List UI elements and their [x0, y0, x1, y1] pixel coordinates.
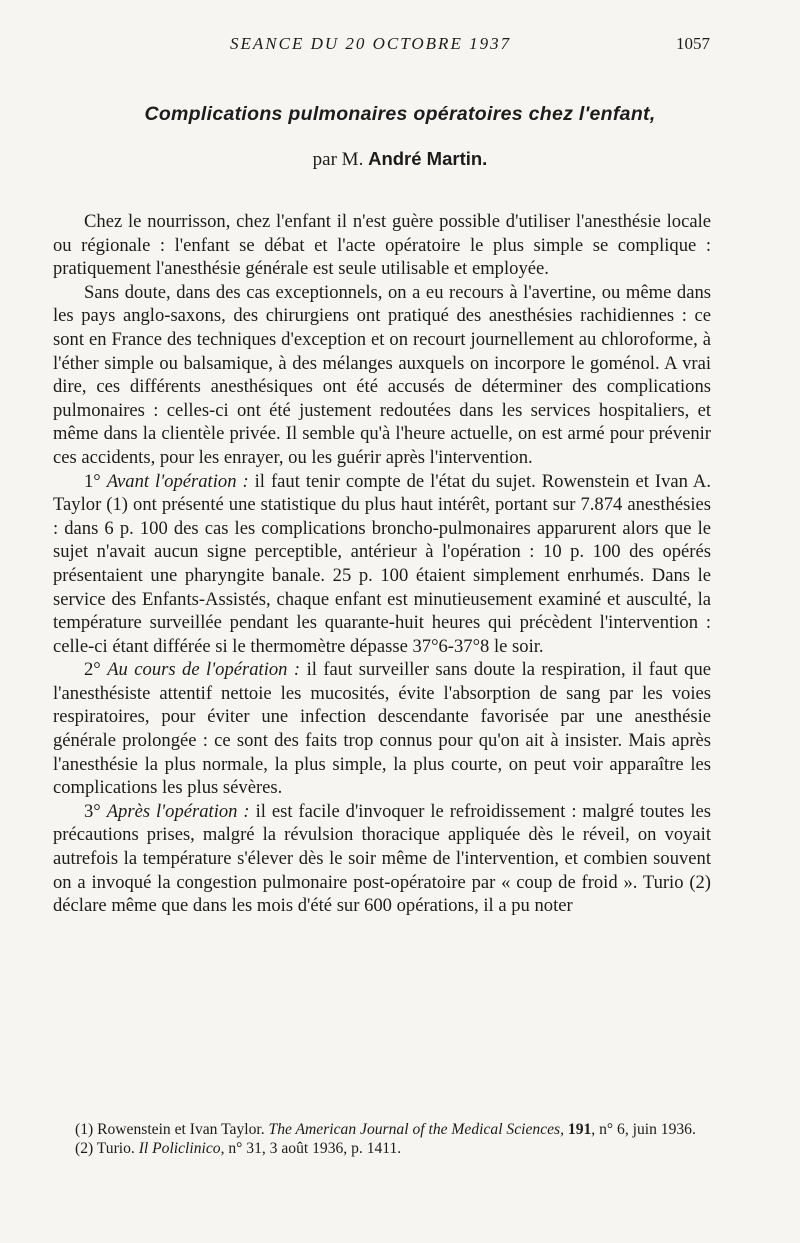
page-number: 1057	[676, 34, 710, 53]
section-label-before: Avant l'opération :	[106, 470, 249, 492]
section-text-after: il est facile d'invoquer le refroidissement : malgré toutes les précautions prises, malgré la révulsion thoracique appliquée dès le réveil, on voyait autrefois la température s'élever dès le soir même de l'intervention, et combien souvent on a invoqué la congestion pulmonaire post-opératoire par « coup de froid ». Turio (2) déclare même que dans les mois d'été sur 600 opérations, il a pu noter	[53, 800, 712, 917]
footnote-2-suffix: , n° 31, 3 août 1936, p. 1411.	[220, 1140, 402, 1157]
section-number-1: 1°	[84, 470, 101, 492]
footnotes	[53, 1120, 711, 1158]
paragraph-2: Sans doute, dans des cas exceptionnels, on a eu recours à l'avertine, ou même dans les pays anglo-saxons, des chirurgiens ont pratiqué des anesthésies rachidiennes : ce sont en France des techniques d'exception et on recourt journellement au chloroforme, à l'éther simple ou balsamique, à des mélanges auxquels on incorpore le goménol. A vrai dire, ces différents anesthésiques ont été accusés de déterminer des complications pulmonaires : celles-ci ont été justement redoutées dans les services hospitaliers, et même dans la clientèle privée. Il semble qu'à l'heure actuelle, on est armé pour prévenir ces accidents, pour les enrayer, ou les guérir après l'intervention.	[53, 281, 711, 468]
section-number-3: 3°	[84, 800, 101, 822]
paragraph-1: Chez le nourrisson, chez l'enfant il n'est guère possible d'utiliser l'anesthésie locale ou régionale : l'enfant se débat et l'acte opératoire le plus simple se complique : pratiquement l'anesthésie générale est seule utilisable et employée.	[53, 211, 711, 280]
section-text-during: il faut surveiller sans doute la respiration, il faut que l'anesthésiste attentif nettoie les mucosités, évite l'absorption de sang par les voies respiratoires, pour éviter une infection descendante favorisée par une anesthésie générale prolongée : ce sont des faits trop connus pour qu'on ait à insister. Mais après l'anesthésie la plus normale, la plus simple, la plus courte, on peut voir apparaître les complications les plus sévères.	[53, 659, 712, 799]
article-body	[53, 210, 711, 918]
footnote-2	[53, 1139, 711, 1158]
author-name: André Martin.	[368, 148, 488, 169]
byline-prefix: par M.	[312, 149, 364, 170]
footnote-1-suffix: , n° 6, juin 1936.	[591, 1121, 696, 1138]
footnote-1-volume: 191	[567, 1121, 592, 1138]
footnote-1	[53, 1120, 711, 1139]
footnote-2-journal: Il Policlinico	[138, 1140, 221, 1157]
section-label-after: Après l'opération :	[106, 800, 250, 822]
byline	[0, 148, 800, 171]
footnote-1-journal: The American Journal of the Medical Sciences,	[268, 1121, 564, 1138]
paragraph-3	[53, 470, 711, 659]
section-label-during: Au cours de l'opération :	[107, 659, 301, 681]
footnote-2-prefix: (2) Turio.	[75, 1140, 135, 1157]
running-title: SEANCE DU 20 OCTOBRE 1937	[230, 34, 512, 53]
paragraph-4	[53, 658, 711, 800]
section-text-before: il faut tenir compte de l'état du sujet. Rowenstein et Ivan A. Taylor (1) ont présenté une statistique du plus haut intérêt, portant sur 7.874 anesthésies : dans 6 p. 100 des cas les complications broncho-pulmonaires apparurent alors que le sujet n'avait aucun signe perceptible, antérieur à l'opération : 10 p. 100 des opérés présentaient une pharyngite banale. 25 p. 100 étaient simplement enrhumés. Dans le service des Enfants-Assistés, chaque enfant est minutieusement examiné et ausculté, la température surveillée pendant les quarante-huit heures qui précèdent l'intervention : celle-ci étant différée si le thermomètre dépasse 37°6-37°8 le soir.	[53, 470, 711, 657]
footnote-1-prefix: (1) Rowenstein et Ivan Taylor.	[75, 1121, 265, 1138]
paragraph-5	[53, 800, 711, 918]
section-number-2: 2°	[84, 659, 101, 681]
article-title: Complications pulmonaires opératoires chez l'enfant,	[144, 103, 656, 125]
